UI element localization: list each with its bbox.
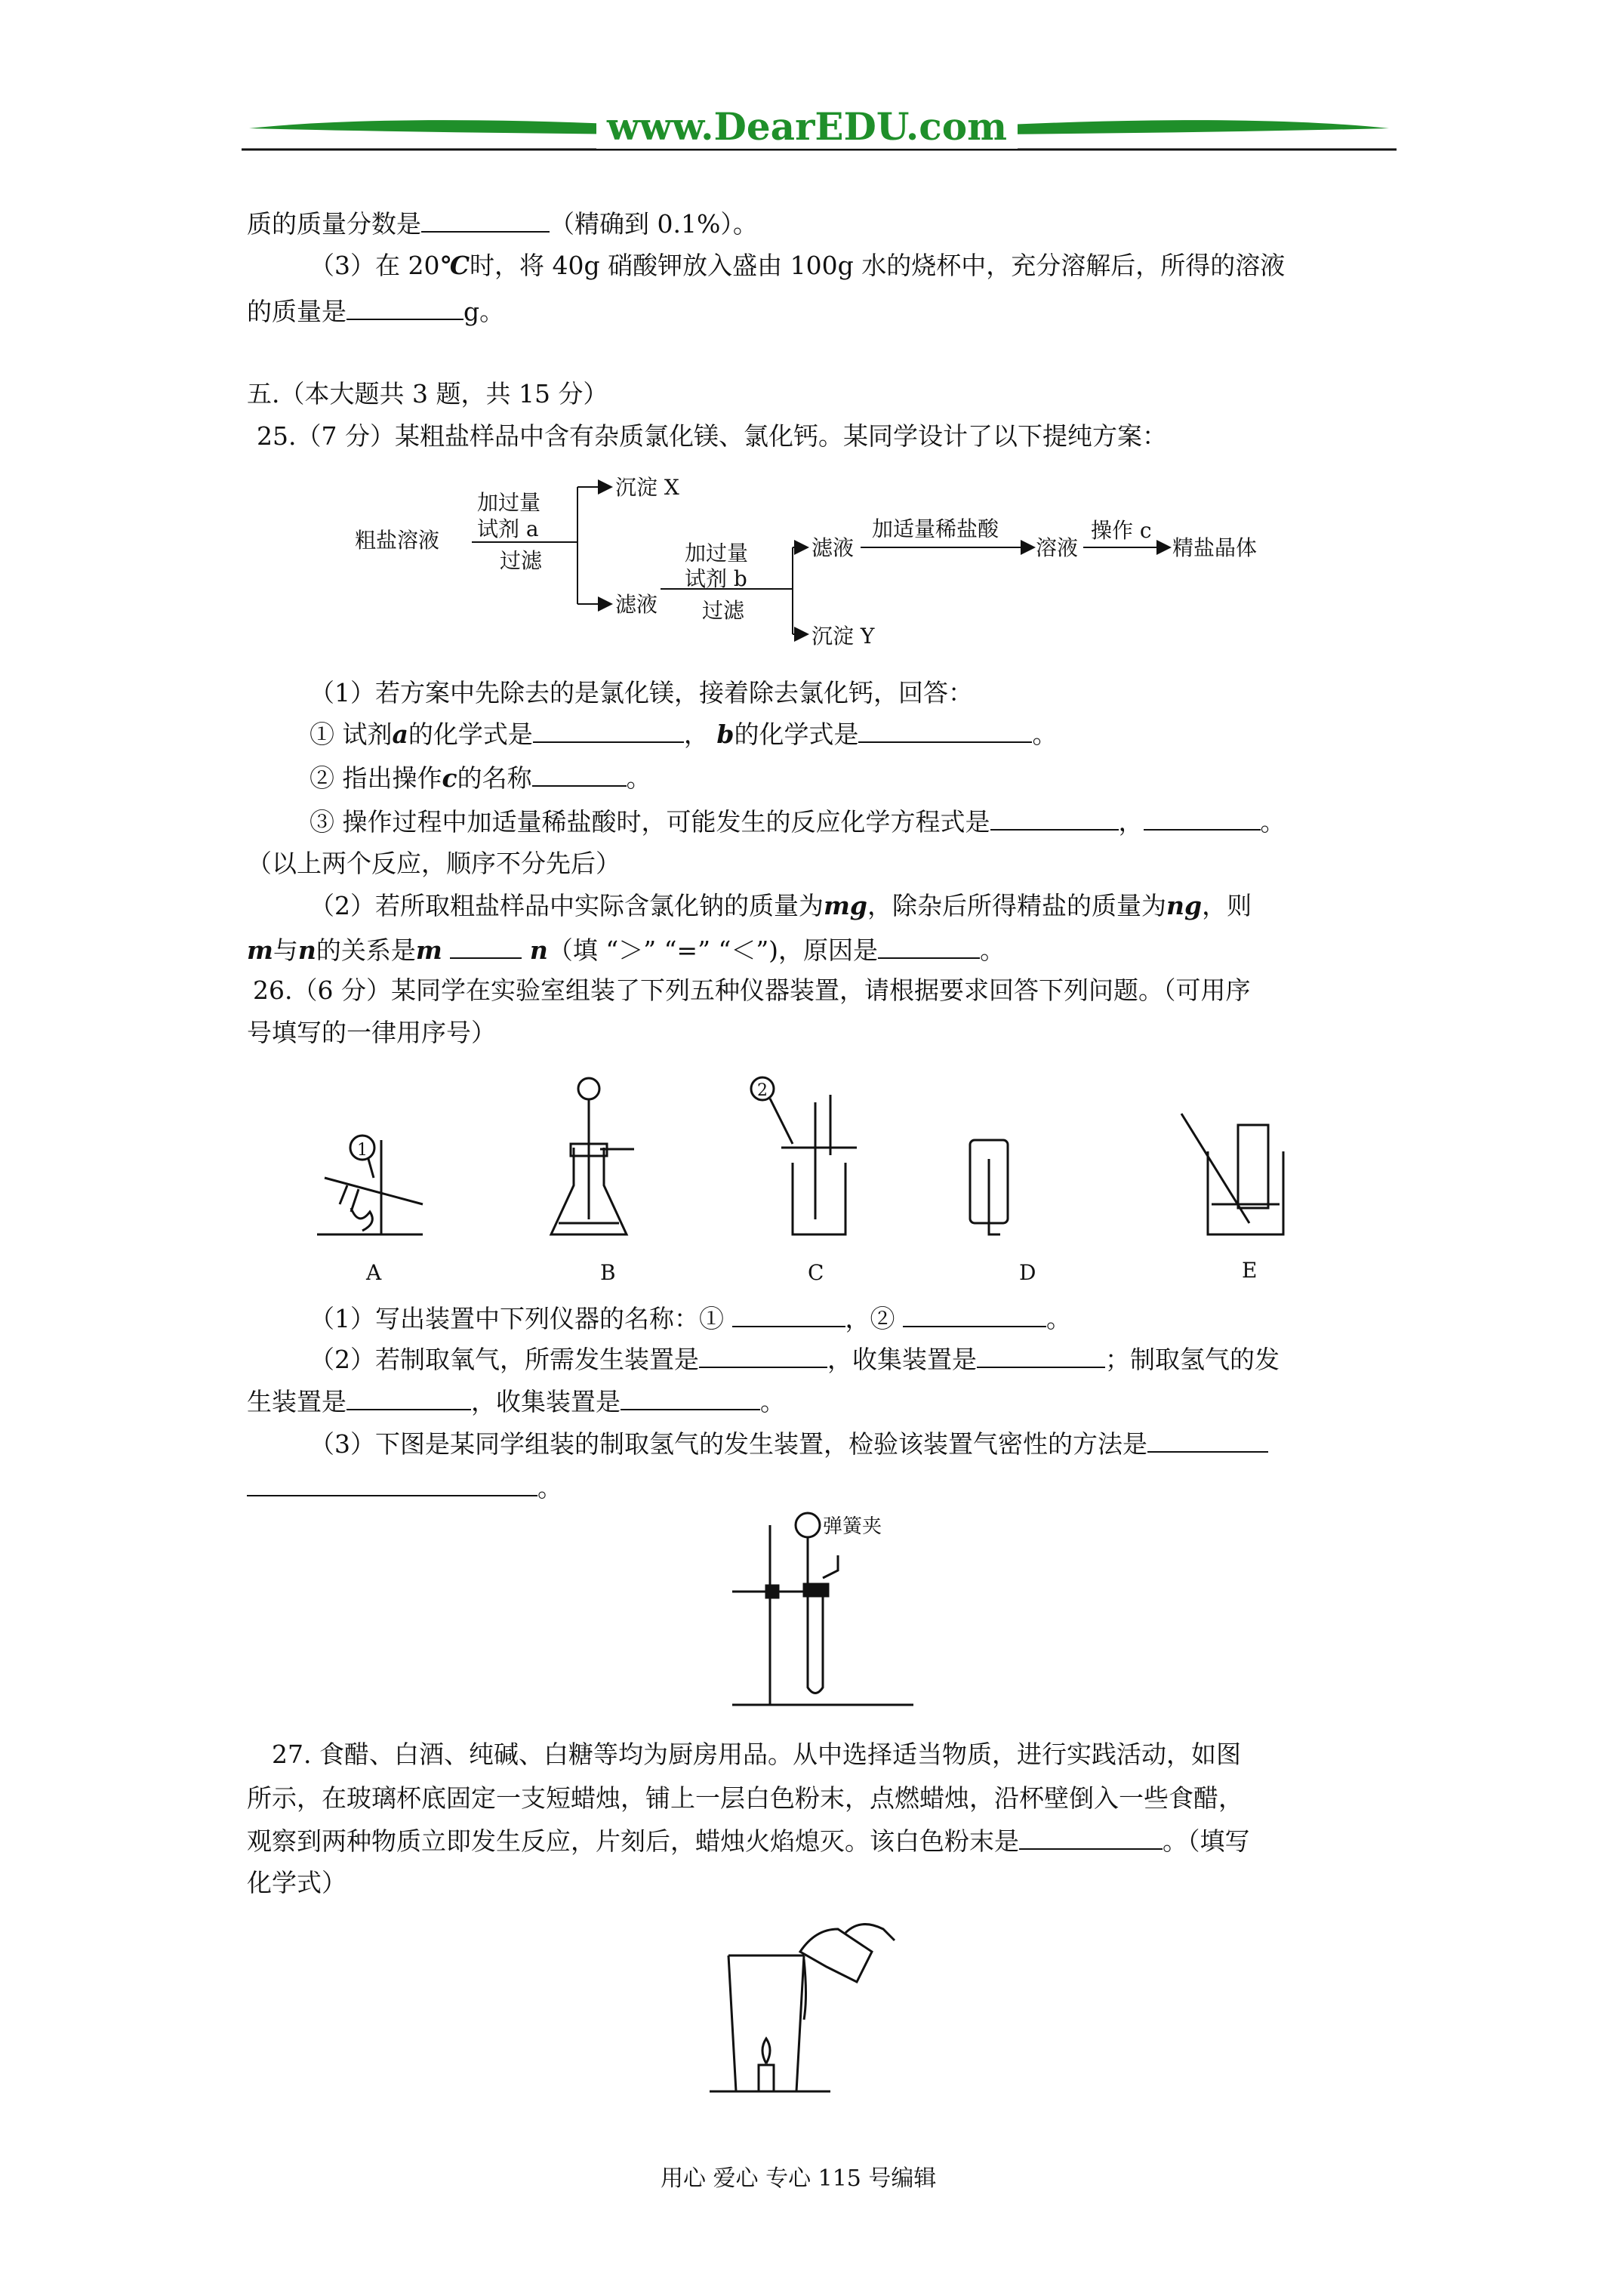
apparatus-c: [751, 1077, 857, 1234]
q24-line1: 质的质量分数是 （精确到 0.1%）。: [247, 209, 758, 239]
answer-blank: [346, 1386, 471, 1410]
candle-cup-figure: [702, 1906, 944, 2103]
q27-line3: 观察到两种物质立即发生反应，片刻后，蜡烛火焰熄灭。该白色粉末是 。（填写: [247, 1826, 1250, 1856]
flow-ppt-x: 沉淀 X: [615, 476, 679, 500]
q26-apparatus-figure: [302, 1072, 1359, 1291]
label-b: B: [600, 1260, 616, 1285]
label-a: A: [366, 1260, 382, 1285]
q25-item3: ③ 操作过程中加适量稀盐酸时，可能发生的反应化学方程式是 ， 。: [310, 807, 1286, 837]
q24-part3-line2: 的质量是 g。: [247, 297, 505, 326]
flow-op-c: 操作 c: [1091, 518, 1152, 543]
q27-line1: 27. 食醋、白酒、纯碱、白糖等均为厨房用品。从中选择适当物质，进行实践活动，如图: [272, 1740, 1241, 1769]
apparatus-b: [551, 1078, 634, 1234]
flow-step2-l1: 加过量: [685, 541, 749, 566]
q25-item2: ② 指出操作c的名称 。: [310, 763, 651, 793]
q25-part2-line1: （2）若所取粗盐样品中实际含氯化钠的质量为mg，除杂后所得精盐的质量为ng，则: [310, 891, 1252, 920]
spring-clip-label: 弹簧夹: [823, 1515, 882, 1538]
answer-blank: [247, 1472, 537, 1496]
q26-part3-line2: 。: [247, 1472, 562, 1503]
q26-stem-line2: 号填写的一律用序号）: [247, 1018, 496, 1047]
answer-blank: [903, 1303, 1046, 1327]
answer-blank: [621, 1386, 760, 1410]
section-title: 五.（本大题共 3 题，共 15 分）: [247, 379, 608, 408]
flow-step1-l3: 过滤: [500, 548, 543, 573]
answer-blank: [346, 296, 463, 320]
flow-step1-l2: 试剂 a: [477, 516, 539, 541]
label-e: E: [1242, 1258, 1258, 1283]
answer-blank: [532, 763, 627, 787]
q26-part2-line2: 生装置是 ，收集装置是 。: [247, 1387, 785, 1416]
q26-part2-line1: （2）若制取氧气，所需发生装置是 ，收集装置是 ；制取氢气的发: [310, 1345, 1280, 1374]
flow-acid: 加适量稀盐酸: [872, 516, 999, 541]
flow-filtrate1: 滤液: [615, 592, 658, 617]
q24-part3-line1: （3）在 20℃时，将 40g 硝酸钾放入盛由 100g 水的烧杯中，充分溶解后，所得的溶液: [310, 251, 1286, 280]
q26-part1: （1）写出装置中下列仪器的名称：① ，② 。: [310, 1304, 1071, 1333]
answer-blank: [421, 208, 550, 233]
label-c: C: [808, 1260, 824, 1285]
flow-solution: 溶液: [1036, 535, 1079, 560]
q25-flowchart: [347, 476, 1298, 649]
q25-part1: （1）若方案中先除去的是氯化镁，接着除去氯化钙，回答：: [310, 678, 973, 707]
flow-ppt-y: 沉淀 Y: [812, 624, 875, 649]
answer-blank: [990, 806, 1119, 831]
answer-blank: [977, 1344, 1105, 1368]
site-logo-text: www.DearEDU.com: [596, 104, 1018, 149]
answer-blank: [732, 1303, 845, 1327]
q26-part3-line1: （3）下图是某同学组装的制取氢气的发生装置，检验该装置气密性的方法是: [310, 1428, 1268, 1459]
flow-step2-l2: 试剂 b: [685, 566, 747, 591]
circle-2-label: 2: [757, 1081, 768, 1100]
q25-stem: 25.（7 分）某粗盐样品中含有杂质氯化镁、氯化钙。某同学设计了以下提纯方案：: [257, 421, 1167, 451]
circle-1-label: 1: [357, 1141, 368, 1160]
q27-line4: 化学式）: [247, 1868, 346, 1897]
q25-part2-line2: m与n的关系是m n（填 “＞” “=” “＜”)，原因是 。: [247, 935, 1006, 965]
answer-blank: [1147, 1428, 1268, 1453]
answer-blank: [533, 719, 684, 743]
answer-blank: [1144, 806, 1261, 831]
flow-product: 精盐晶体: [1172, 535, 1258, 560]
page-footer: 用心 爱心 专心 115 号编辑: [661, 2165, 937, 2192]
apparatus-d: [970, 1140, 1008, 1234]
answer-blank: [699, 1344, 827, 1368]
answer-blank: [450, 935, 522, 959]
q26-stem-line1: 26.（6 分）某同学在实验室组装了下列五种仪器装置，请根据要求回答下列问题。（可用序: [253, 975, 1251, 1005]
q27-line2: 所示，在玻璃杯底固定一支短蜡烛，铺上一层白色粉末，点燃蜡烛，沿杯壁倒入一些食醋，: [247, 1783, 1243, 1813]
q25-item1: ① 试剂a的化学式是 ， b的化学式是 。: [310, 720, 1058, 749]
answer-blank: [1019, 1826, 1163, 1850]
answer-blank: [878, 935, 980, 959]
apparatus-e: [1181, 1114, 1283, 1234]
apparatus-a: [317, 1136, 423, 1234]
flow-step2-l3: 过滤: [702, 598, 745, 623]
flow-step1-l1: 加过量: [477, 490, 541, 515]
hydrogen-generator-figure: [725, 1502, 966, 1721]
q25-item3-note: （以上两个反应，顺序不分先后）: [247, 849, 621, 878]
answer-blank: [858, 719, 1032, 743]
flow-filtrate2: 滤液: [812, 535, 855, 560]
flow-start: 粗盐溶液: [355, 528, 440, 553]
label-d: D: [1019, 1260, 1036, 1285]
